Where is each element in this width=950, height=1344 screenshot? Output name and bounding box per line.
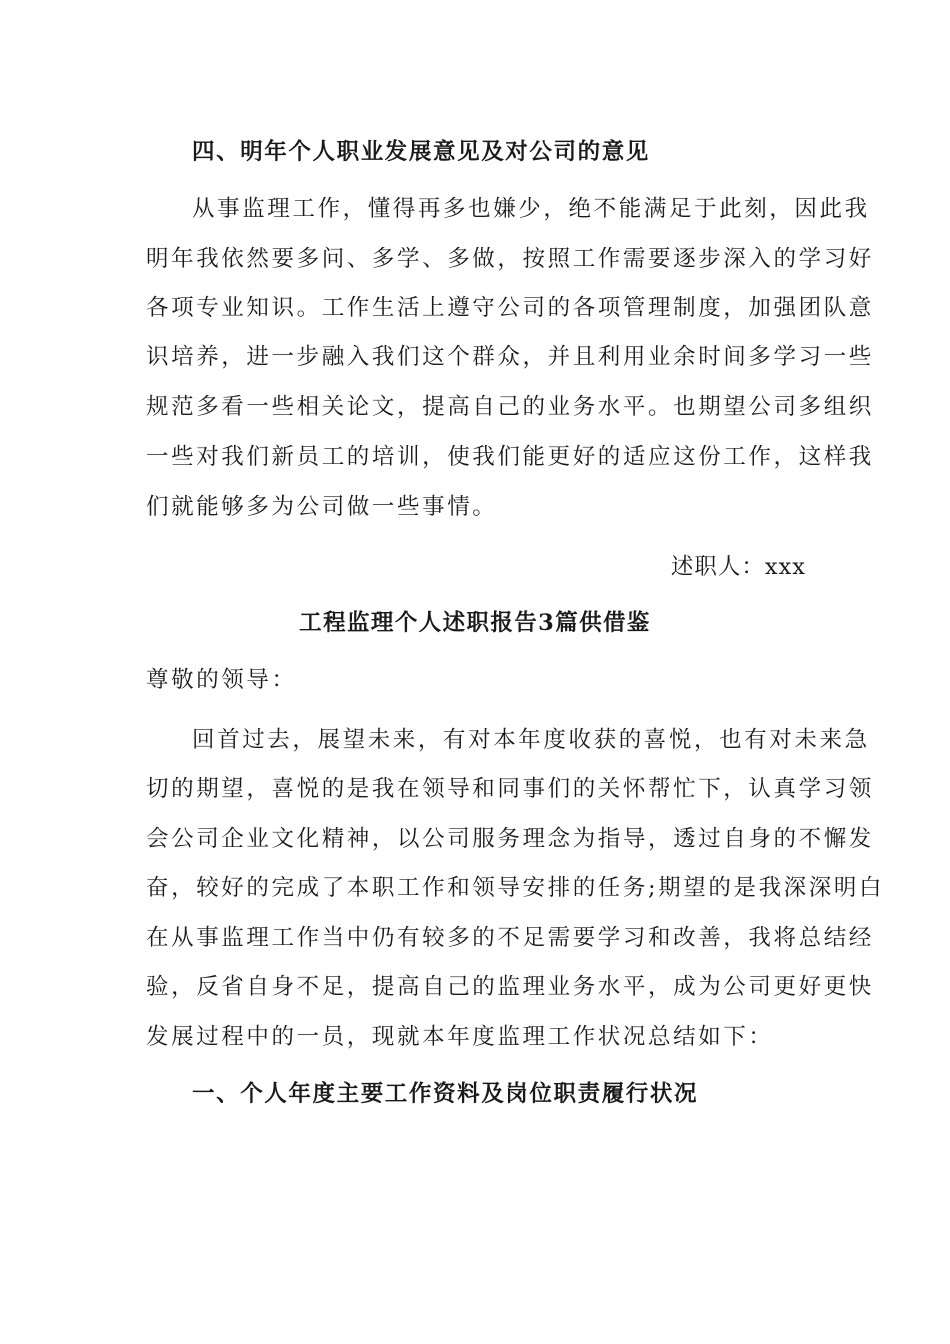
paragraph-line: 在从事监理工作当中仍有较多的不足需要学习和改善，我将总结经 — [146, 925, 874, 951]
paragraph-line: 一些对我们新员工的培训，使我们能更好的适应这份工作，这样我 — [146, 444, 874, 470]
paragraph-line: 明年我依然要多问、多学、多做，按照工作需要逐步深入的学习好 — [146, 246, 874, 272]
section-4-heading: 四、明年个人职业发展意见及对公司的意见 — [192, 139, 650, 165]
paragraph-line: 发展过程中的一员，现就本年度监理工作状况总结如下： — [146, 1024, 774, 1050]
paragraph-line: 识培养，进一步融入我们这个群众，并且利用业余时间多学习一些 — [146, 344, 874, 370]
signature: 述职人：xxx — [670, 554, 806, 580]
paragraph-line: 奋，较好的完成了本职工作和领导安排的任务;期望的是我深深明白 — [146, 875, 885, 901]
report-title: 工程监理个人述职报告3篇供借鉴 — [299, 610, 651, 636]
paragraph-line: 规范多看一些相关论文，提高自己的业务水平。也期望公司多组织 — [146, 394, 874, 420]
paragraph-line: 会公司企业文化精神，以公司服务理念为指导，透过自身的不懈发 — [146, 826, 874, 852]
paragraph-line: 从事监理工作，懂得再多也嫌少，绝不能满足于此刻，因此我 — [192, 196, 870, 222]
paragraph-line: 验，反省自身不足，提高自己的监理业务水平，成为公司更好更快 — [146, 974, 874, 1000]
paragraph-line: 回首过去，展望未来，有对本年度收获的喜悦，也有对未来急 — [192, 727, 870, 753]
paragraph-line: 切的期望，喜悦的是我在领导和同事们的关怀帮忙下，认真学习领 — [146, 776, 874, 802]
paragraph-line: 们就能够多为公司做一些事情。 — [146, 494, 498, 520]
salutation: 尊敬的领导： — [146, 667, 297, 693]
section-1-heading: 一、个人年度主要工作资料及岗位职责履行状况 — [192, 1081, 699, 1107]
paragraph-line: 各项专业知识。工作生活上遵守公司的各项管理制度，加强团队意 — [146, 295, 874, 321]
